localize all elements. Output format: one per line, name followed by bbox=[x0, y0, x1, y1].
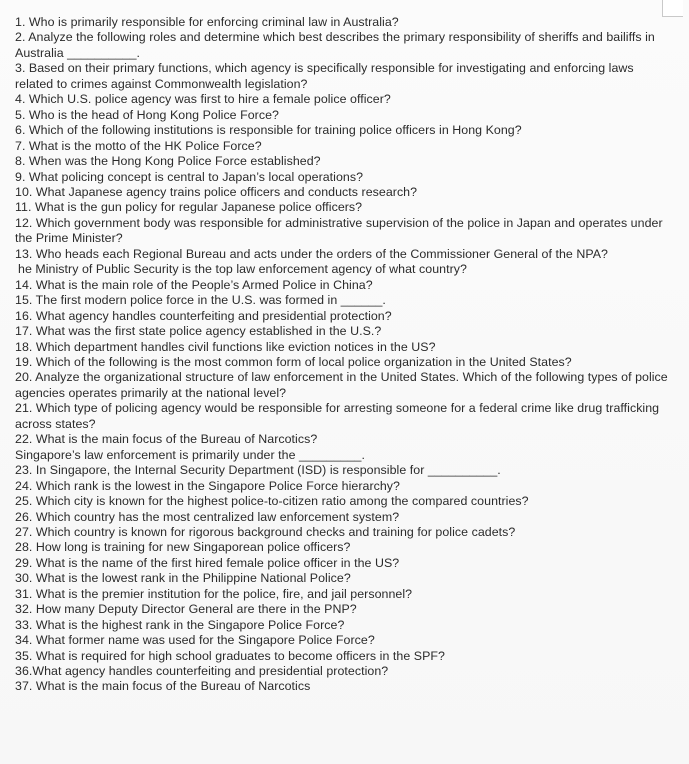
question-item: 37. What is the main focus of the Bureau of Narcotics bbox=[15, 679, 311, 694]
question-item: 12. Which government body was responsible for administrative supervision of the police in Japan and operates under the Prime Minister? bbox=[15, 215, 663, 246]
question-item: 30. What is the lowest rank in the Philippine National Police? bbox=[15, 571, 351, 586]
question-item: 32. How many Deputy Director General are there in the PNP? bbox=[15, 602, 357, 617]
question-item: 31. What is the premier institution for the police, fire, and jail personnel? bbox=[15, 586, 413, 601]
question-item: 19. Which of the following is the most common form of local police organization in the United States? bbox=[15, 354, 572, 369]
question-item: 23. In Singapore, the Internal Security Department (ISD) is responsible for __________. bbox=[15, 463, 501, 478]
question-item: 26. Which country has the most centralized law enforcement system? bbox=[15, 509, 400, 524]
question-item: 21. Which type of policing agency would be responsible for arresting someone for a federal crime like drug trafficking across states? bbox=[15, 401, 660, 431]
question-item: 27. Which country is known for rigorous background checks and training for police cadets? bbox=[15, 524, 516, 539]
question-item: 14. What is the main role of the People’s Armed Police in China? bbox=[15, 277, 373, 292]
question-item: 6. Which of the following institutions is responsible for training police officers in Hong Kong? bbox=[15, 123, 522, 138]
question-item: 29. What is the name of the first hired female police officer in the US? bbox=[15, 555, 400, 570]
question-item: 34. What former name was used for the Singapore Police Force? bbox=[15, 633, 375, 648]
question-item: 2. Analyze the following roles and determine which best describes the primary responsibility of sheriffs and bailiffs in Australia __________. bbox=[15, 30, 655, 60]
question-item: 9. What policing concept is central to Japan’s local operations? bbox=[15, 169, 364, 184]
question-item: 22. What is the main focus of the Bureau of Narcotics? bbox=[15, 432, 318, 447]
question-item: 24. Which rank is the lowest in the Singapore Police Force hierarchy? bbox=[15, 478, 400, 493]
question-item: 18. Which department handles civil functions like eviction notices in the US? bbox=[15, 339, 436, 354]
question-item: 25. Which city is known for the highest police-to-citizen ratio among the compared countries? bbox=[15, 494, 529, 509]
question-item: 35. What is required for high school graduates to become officers in the SPF? bbox=[15, 648, 445, 663]
question-item: 4. Which U.S. police agency was first to hire a female police officer? bbox=[15, 92, 391, 107]
question-item: 28. How long is training for new Singaporean police officers? bbox=[15, 540, 351, 555]
question-item: 15. The first modern police force in the U.S. was formed in ______. bbox=[15, 293, 386, 308]
question-list bbox=[15, 15, 675, 695]
question-item: 8. When was the Hong Kong Police Force established? bbox=[15, 154, 321, 169]
question-item: 10. What Japanese agency trains police officers and conducts research? bbox=[15, 184, 418, 199]
question-item: 1. Who is primarily responsible for enforcing criminal law in Australia? bbox=[15, 15, 399, 29]
question-item: 3. Based on their primary functions, which agency is specifically responsible for investigating and enforcing laws related to crimes against Commonwealth legislation? bbox=[15, 61, 634, 91]
question-item: Singapore’s law enforcement is primarily under the _________. bbox=[15, 447, 365, 462]
question-item: 11. What is the gun policy for regular Japanese police officers? bbox=[15, 200, 363, 215]
question-item: 20. Analyze the organizational structure of law enforcement in the United States. Which of the following types of police agencies operates primarily at the national level? bbox=[15, 370, 668, 400]
question-item: he Ministry of Public Security is the top law enforcement agency of what country? bbox=[18, 262, 467, 277]
question-item: 16. What agency handles counterfeiting and presidential protection? bbox=[15, 308, 392, 323]
question-item: 13. Who heads each Regional Bureau and acts under the orders of the Commissioner General of the NPA? bbox=[15, 246, 608, 261]
question-item: 36.What agency handles counterfeiting and presidential protection? bbox=[15, 664, 389, 679]
question-item: 17. What was the first state police agency established in the U.S.? bbox=[15, 324, 382, 339]
question-item: 7. What is the motto of the HK Police Force? bbox=[15, 138, 262, 153]
question-item: 5. Who is the head of Hong Kong Police Force? bbox=[15, 107, 279, 122]
question-item: 33. What is the highest rank in the Singapore Police Force? bbox=[15, 617, 345, 632]
